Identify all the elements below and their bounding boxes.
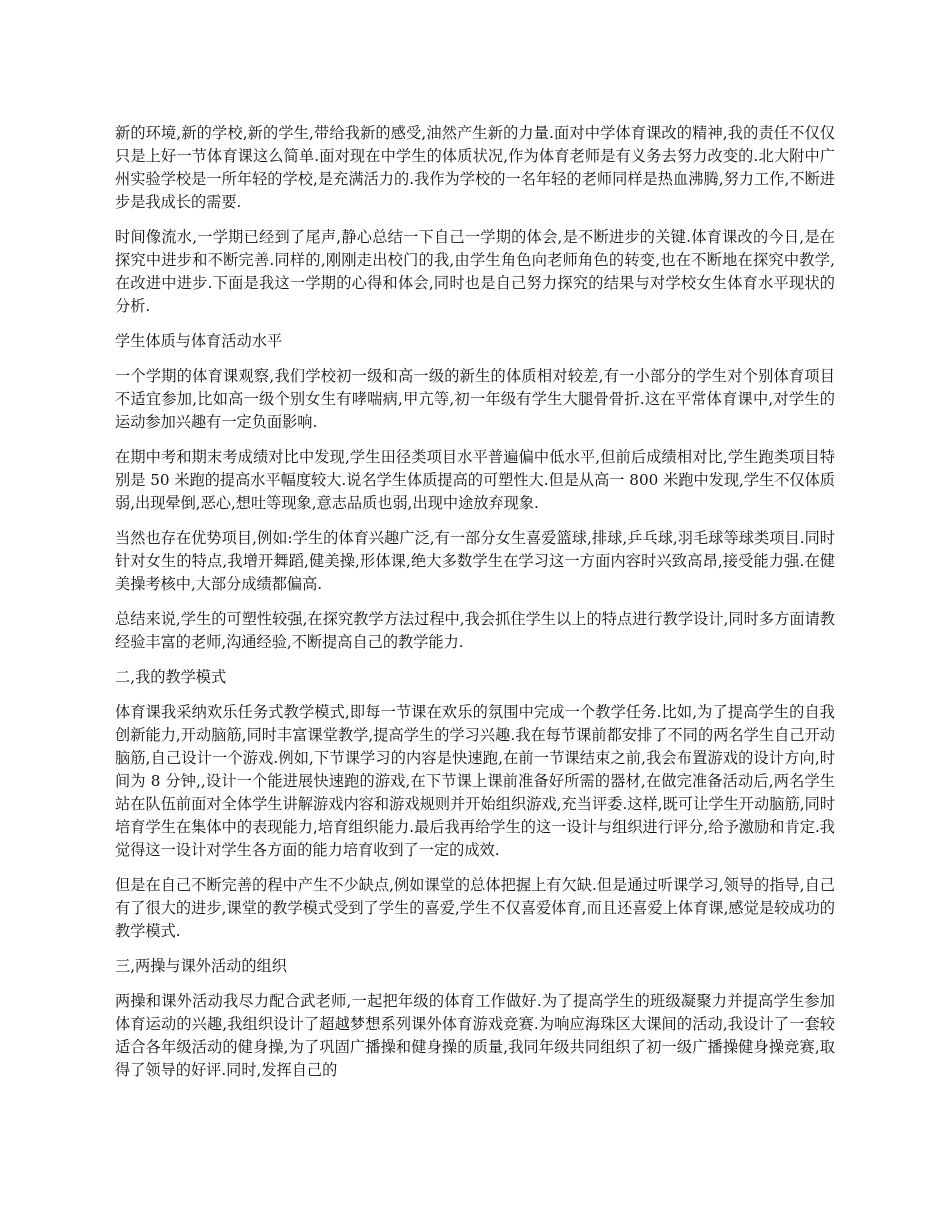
section-heading-student-fitness: 学生体质与体育活动水平 (115, 332, 283, 350)
paragraph-semester-summary: 时间像流水,一学期已经到了尾声,静心总结一下自己一学期的体会,是不断进步的关键.体育课改的今日,是在探究中进步和不断完善.同样的,刚刚走出校门的我,由学生角色向老师角色的转变,也在不断地在探究中教学,在改进中进步.下面是我这一学期的心得和体会,同时也是自己努力探究的结果与对学校女生体育水平现状的分析. (115, 228, 835, 315)
paragraph-conclusion: 总结来说,学生的可塑性较强,在探究教学方法过程中,我会抓住学生以上的特点进行教学设计,同时多方面请教经验丰富的老师,沟通经验,不断提高自己的教学能力. (115, 610, 835, 651)
document-page (115, 122, 835, 1094)
paragraph-shortcomings: 但是在自己不断完善的程中产生不少缺点,例如课堂的总体把握上有欠缺.但是通过听课学习,领导的指导,自己有了很大的进步,课堂的教学模式受到了学生的喜爱,学生不仅喜爱体育,而且还喜爱上体育课,感觉是较成功的教学模式. (115, 876, 835, 940)
paragraph-intro: 新的环境,新的学校,新的学生,带给我新的感受,油然产生新的力量.面对中学体育课改的精神,我的责任不仅仅只是上好一节体育课这么简单.面对现在中学生的体质状况,作为体育老师是有义务去努力改变的.北大附中广州实验学校是一所年轻的学校,是充满活力的.我作为学校的一名年轻的老师同样是热血沸腾,努力工作,不断进步是我成长的需要. (115, 124, 835, 211)
paragraph-fitness-observation: 一个学期的体育课观察,我们学校初一级和高一级的新生的体质相对较差,有一小部分的学生对个别体育项目不适宜参加,比如高一级个别女生有哮喘病,甲亢等,初一年级有学生大腿骨骨折.这在平常体育课中,对学生的运动参加兴趣有一定负面影响. (115, 367, 835, 431)
paragraph-strengths: 当然也存在优势项目,例如:学生的体育兴趣广泛,有一部分女生喜爱篮球,排球,乒乓球,羽毛球等球类项目.同时针对女生的特点,我增开舞蹈,健美操,形体课,绝大多数学生在学习这一方面内容时兴致高昂,接受能力强.在健美操考核中,大部分成绩都偏高. (115, 529, 835, 593)
section-heading-activities: 三,两操与课外活动的组织 (115, 957, 287, 975)
section-heading-teaching-mode: 二,我的教学模式 (115, 668, 227, 686)
paragraph-teaching-mode: 体育课我采纳欢乐任务式教学模式,即每一节课在欢乐的氛围中完成一个教学任务.比如,为了提高学生的自我创新能力,开动脑筋,同时丰富课堂教学,提高学生的学习兴趣.我在每节课前都安排了不同的两名学生自己开动脑筋,自己设计一个游戏.例如,下节课学习的内容是快速跑,在前一节课结束之前,我会布置游戏的设计方向,时间为 8 分钟,,设计一个能进展快速跑的游戏,在下节课上课前准备好所需的器材,在做完准备活动后,两名学生站在队伍前面对全体学生讲解游戏内容和游戏规则并开始组织游戏,充当评委.这样,既可让学生开动脑筋,同时培育学生在集体中的表现能力,培育组织能力.最后我再给学生的这一设计与组织进行评分,给予激励和肯定.我觉得这一设计对学生各方面的能力培育收到了一定的成效. (115, 703, 835, 859)
paragraph-exam-comparison: 在期中考和期末考成绩对比中发现,学生田径类项目水平普遍偏中低水平,但前后成绩相对比,学生跑类项目特别是 50 米跑的提高水平幅度较大.说名学生体质提高的可塑性大.但是从高一 800 米跑中发现,学生不仅体质弱,出现晕倒,恶心,想吐等现象,意志品质也弱,出现中途放弃现象. (115, 448, 835, 512)
paragraph-activities: 两操和课外活动我尽力配合武老师,一起把年级的体育工作做好.为了提高学生的班级凝聚力并提高学生参加体育运动的兴趣,我组织设计了超越梦想系列课外体育游戏竞赛.为响应海珠区大课间的活动,我设计了一套较适合各年级活动的健身操,为了巩固广播操和健身操的质量,我同年级共同组织了初一级广播操健身操竞赛,取得了领导的好评.同时,发挥自己的 (115, 992, 835, 1079)
